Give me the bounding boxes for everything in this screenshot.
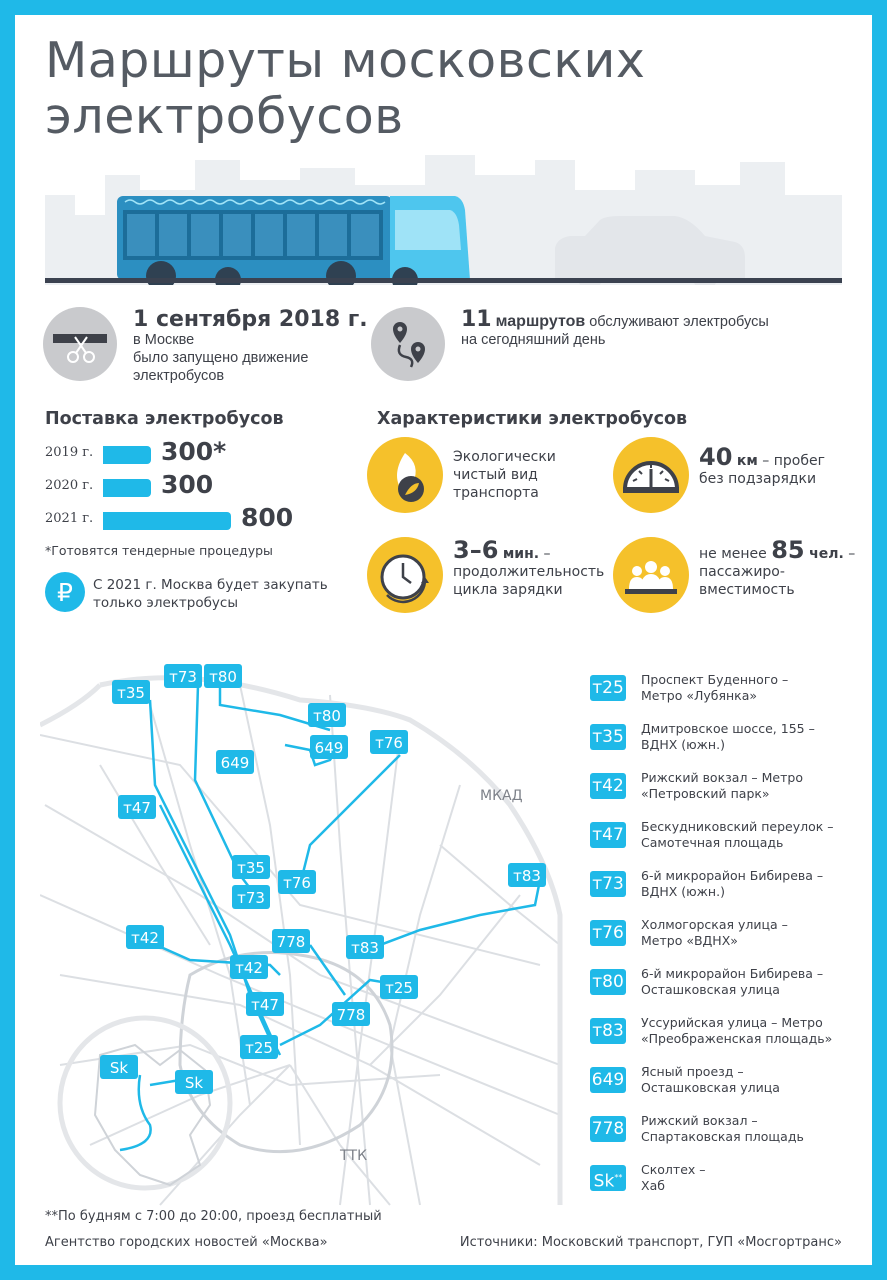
legend-route-description [641, 1162, 861, 1194]
map-route-tag-label: т42 [131, 929, 159, 947]
legend-route-badge [590, 920, 626, 946]
legend-route-description [641, 868, 861, 900]
ruble-text-1: С 2021 г. Москва будет закупать [93, 577, 328, 593]
map-route-tag-label: т76 [375, 734, 403, 752]
launch-text-2: было запущено движение [133, 350, 309, 366]
legend-route-code: Sk [593, 1171, 615, 1192]
map-route-tag-label: т73 [237, 889, 265, 907]
routes-text-1: обслуживают электробусы [585, 314, 769, 330]
map-route-tag [240, 1035, 278, 1059]
legend-line-1: Уссурийская улица – Метро [641, 1015, 823, 1030]
legend-route-badge [590, 871, 626, 897]
legend-line-2: Хаб [641, 1178, 665, 1193]
supply-year-label: 2019 г. [45, 445, 94, 460]
map-route-tag [232, 885, 270, 909]
map-route-tag-label: т35 [237, 859, 265, 877]
legend-line-1: Ясный проезд – [641, 1064, 744, 1079]
legend-line-1: Рижский вокзал – Метро [641, 770, 803, 785]
map-route-tag [346, 935, 384, 959]
legend-line-2: Осташковская улица [641, 1080, 780, 1095]
sources-credit: Источники: Московский транспорт, ГУП «Мосгортранс» [459, 1235, 842, 1250]
svg-text:₽: ₽ [57, 578, 73, 607]
legend-line-1: 6-й микрорайон Бибирева – [641, 966, 824, 981]
legend-route-code: 778 [591, 1119, 625, 1139]
capacity-unit: чел. [809, 546, 844, 562]
skolkovo-area [60, 1018, 230, 1188]
supply-footnote: *Готовятся тендерные процедуры [45, 543, 273, 558]
map-route-tag [310, 735, 348, 759]
capacity-number: 85 [771, 536, 805, 564]
legend-line-2: Метро «ВДНХ» [641, 933, 738, 948]
title-line-2: электробусов [45, 88, 404, 145]
map-route-tag-label: т47 [251, 996, 279, 1014]
legend-route-code: т35 [592, 727, 624, 747]
legend-line-2: «Преображенская площадь» [641, 1031, 833, 1046]
legend-route-code: т76 [592, 923, 624, 943]
map-route-tag-label: т35 [117, 684, 145, 702]
capacity-dash: – [843, 546, 856, 562]
range-text-1: – пробег [757, 453, 825, 469]
ttk-label: ТТК [340, 1148, 368, 1164]
map-route-tag [126, 925, 164, 949]
legend-route-description [641, 966, 861, 998]
legend-route-badge [590, 822, 626, 848]
map-route-tag [164, 664, 202, 688]
road-line [45, 278, 842, 283]
legend-line-2: ВДНХ (южн.) [641, 737, 725, 752]
map-route-tag-label: т80 [313, 707, 341, 725]
legend-line-1: Холмогорская улица – [641, 917, 788, 932]
charge-number: 3–6 [453, 536, 499, 564]
legend-route-badge [590, 1067, 626, 1093]
bus [117, 196, 470, 285]
legend-line-1: Бескудниковский переулок – [641, 819, 834, 834]
leaf-icon [367, 437, 443, 513]
map-route-tag-label: т83 [351, 939, 379, 957]
supply-bar [103, 479, 151, 497]
charge-unit: мин. [502, 546, 540, 562]
route-pins-icon [371, 307, 445, 381]
map-route-tag [246, 992, 284, 1016]
legend-route-description [641, 770, 861, 802]
map-route-tag-label: т73 [169, 668, 197, 686]
legend-route-code: т47 [592, 825, 624, 845]
capacity-prefix: не менее [699, 546, 772, 562]
routes-word: маршрутов [495, 313, 586, 330]
map-route-tag-label: Sk [109, 1059, 129, 1077]
legend-route-badge [590, 969, 626, 995]
legend-route-code: т73 [592, 874, 624, 894]
legend-route-description [641, 1015, 861, 1047]
routes-text-2: на сегодняшний день [461, 332, 606, 348]
legend-line-1: 6-й микрорайон Бибирева – [641, 868, 824, 883]
electrobus-illustration [45, 150, 842, 285]
map-route-tag [216, 750, 254, 774]
legend-route-badge [590, 1018, 626, 1044]
range-number: 40 [699, 443, 733, 471]
charge-text-1: продолжительность [453, 564, 605, 580]
map-route-tag-label: т76 [283, 874, 311, 892]
map-route-tag-label: т47 [123, 799, 151, 817]
supply-year-label: 2020 г. [45, 478, 94, 493]
legend-line-2: Самотечная площадь [641, 835, 784, 850]
eco-text-1: Экологически [453, 449, 556, 465]
map-route-tag [508, 863, 546, 887]
page-title [45, 33, 645, 145]
legend-route-badge [590, 1116, 626, 1142]
legend-route-description [641, 1064, 861, 1096]
charge-dash: – [539, 546, 551, 562]
specs-title: Характеристики электробусов [377, 409, 688, 429]
capacity-spec [699, 536, 856, 599]
launch-date: 1 сентября 2018 г. [133, 307, 368, 332]
map-route-tag-label: т25 [245, 1039, 273, 1057]
legend-line-2: ВДНХ (южн.) [641, 884, 725, 899]
scissors-icon [43, 307, 117, 381]
eco-spec [453, 448, 556, 502]
routes-fact [461, 307, 821, 349]
legend-line-2: Метро «Лубянка» [641, 688, 758, 703]
ruble-text-2: только электробусы [93, 595, 238, 611]
map-route-tag-label: 778 [336, 1006, 366, 1024]
map-route-tag [332, 1002, 370, 1026]
title-line-1: Маршруты московских [45, 32, 646, 89]
map-route-tag-label: т25 [385, 979, 413, 997]
infographic-frame [15, 15, 872, 1265]
legend-route-badge [590, 675, 626, 701]
ruble-icon [45, 572, 85, 612]
legend-route-code: т83 [592, 1021, 624, 1041]
passengers-icon [613, 537, 689, 613]
legend-route-description [641, 917, 861, 949]
map-route-tag [232, 855, 270, 879]
legend-line-1: Рижский вокзал – [641, 1113, 758, 1128]
eco-text-2: чистый вид [453, 467, 538, 483]
map-route-tag-label: 649 [314, 739, 344, 757]
capacity-text-2: вместимость [699, 582, 795, 598]
legend-route-badge [590, 773, 626, 799]
supply-year-label: 2021 г. [45, 511, 94, 526]
legend-route-description [641, 819, 861, 851]
legend-route-badge [590, 1165, 626, 1191]
capacity-text-1: пассажиро- [699, 564, 785, 580]
routes-number: 11 [461, 307, 492, 332]
legend-route-code: т25 [592, 678, 624, 698]
map-route-tag [380, 975, 418, 999]
legend-line-1: Сколтех – [641, 1162, 706, 1177]
routes-map [40, 645, 580, 1210]
map-route-tag [370, 730, 408, 754]
legend-line-2: Осташковская улица [641, 982, 780, 997]
legend-route-sup: ** [614, 1173, 623, 1182]
agency-credit: Агентство городских новостей «Москва» [45, 1235, 328, 1250]
range-spec [699, 443, 825, 488]
supply-value-label: 300 [161, 470, 214, 499]
range-text-2: без подзарядки [699, 471, 817, 487]
legend-line-1: Проспект Буденного – [641, 672, 789, 687]
legend-route-description [641, 672, 861, 704]
map-route-tag-label: т80 [209, 668, 237, 686]
charge-spec [453, 536, 605, 599]
supply-title: Поставка электробусов [45, 409, 284, 429]
legend-route-code: 649 [591, 1070, 625, 1090]
speedometer-icon [613, 437, 689, 513]
supply-value-label: 800 [241, 503, 294, 532]
map-route-tag-label: Sk [184, 1074, 204, 1092]
map-route-tag [175, 1070, 213, 1094]
supply-bar [103, 446, 151, 464]
map-route-tag-label: т42 [235, 959, 263, 977]
map-route-tag [308, 703, 346, 727]
ruble-note [93, 576, 328, 612]
map-route-tag [230, 955, 268, 979]
launch-fact [133, 307, 373, 385]
map-route-tag-label: т83 [513, 867, 541, 885]
map-route-tag [204, 664, 242, 688]
legend-route-badge [590, 724, 626, 750]
legend-line-1: Дмитровское шоссе, 155 – [641, 721, 815, 736]
supply-bar [103, 512, 231, 530]
legend-line-2: Спартаковская площадь [641, 1129, 804, 1144]
legend-route-description [641, 1113, 861, 1145]
map-route-tag [278, 870, 316, 894]
range-unit: км [736, 453, 758, 469]
mkad-label: МКАД [480, 788, 523, 804]
launch-text-3: электробусов [133, 368, 225, 384]
clock-charge-icon [367, 537, 443, 613]
map-route-tag [112, 680, 150, 704]
legend-line-2: «Петровский парк» [641, 786, 770, 801]
map-route-tag-label: 778 [276, 933, 306, 951]
map-route-tag [272, 929, 310, 953]
supply-value-label: 300* [161, 437, 227, 466]
map-route-tag [118, 795, 156, 819]
launch-text-1: в Москве [133, 332, 195, 348]
legend-route-description [641, 721, 861, 753]
footnote-skoltech: **По будням с 7:00 до 20:00, проезд бесплатный [45, 1209, 382, 1224]
legend-route-code: т42 [592, 776, 624, 796]
charge-text-2: цикла зарядки [453, 582, 563, 598]
eco-text-3: транспорта [453, 485, 539, 501]
map-route-tag [100, 1055, 138, 1079]
legend-route-code: т80 [592, 972, 624, 992]
map-route-tag-label: 649 [220, 754, 250, 772]
